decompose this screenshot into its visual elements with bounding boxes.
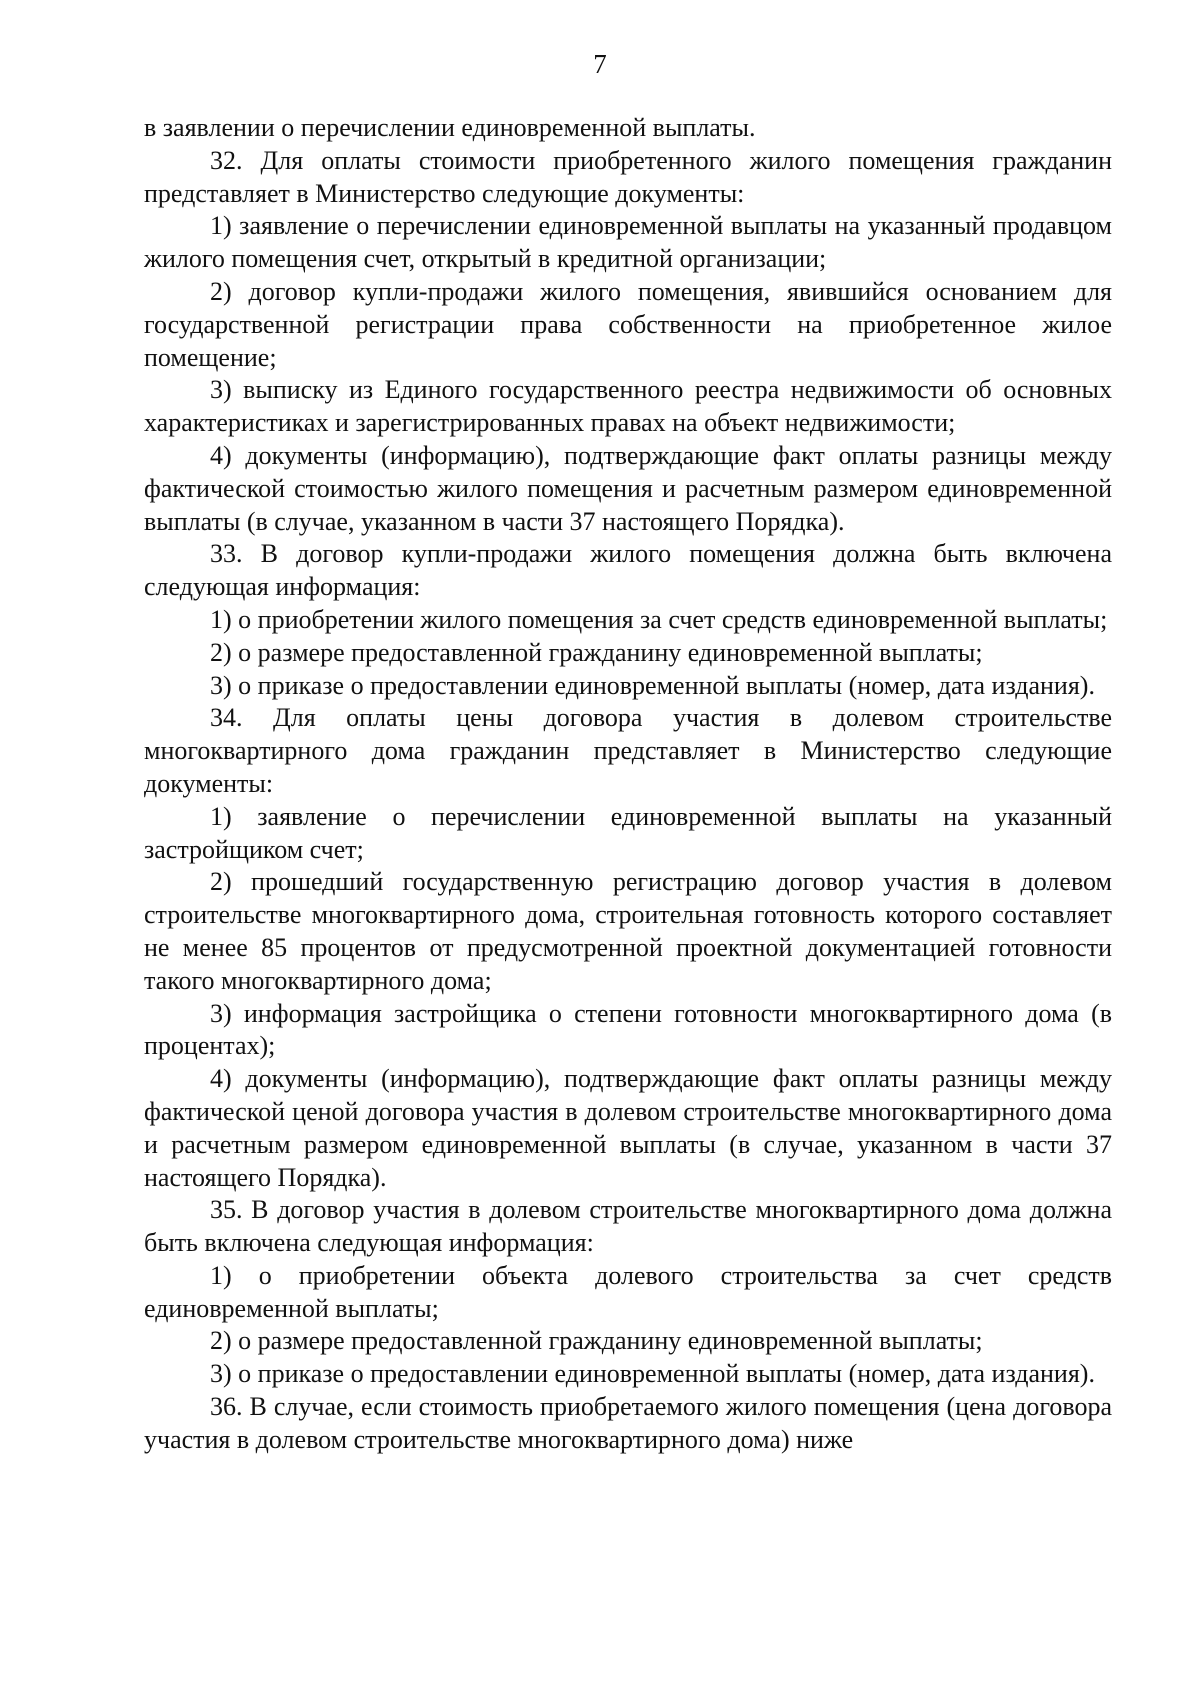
paragraph-35-item-1: 1) о приобретении объекта долевого строительства за счет средств единовременной выплаты;: [144, 1260, 1112, 1323]
paragraph-35: 35. В договор участия в долевом строительстве многоквартирного дома должна быть включена следующая информация:: [144, 1195, 1112, 1258]
paragraph-32-item-1: 1) заявление о перечислении единовременной выплаты на указанный продавцом жилого помещения счет, открытый в кредитной организации;: [144, 211, 1112, 274]
document-body: [144, 112, 1112, 1457]
paragraph-33: 33. В договор купли-продажи жилого помещения должна быть включена следующая информация:: [144, 539, 1112, 602]
paragraph-32: 32. Для оплаты стоимости приобретенного жилого помещения гражданин представляет в Министерство следующие документы:: [144, 145, 1112, 208]
paragraph-34-item-3: 3) информация застройщика о степени готовности многоквартирного дома (в процентах);: [144, 998, 1112, 1061]
paragraph-33-item-1: 1) о приобретении жилого помещения за счет средств единовременной выплаты;: [210, 604, 1108, 634]
paragraph-36: 36. В случае, если стоимость приобретаемого жилого помещения (цена договора участия в долевом строительстве многоквартирного дома) ниже: [144, 1392, 1112, 1454]
paragraph-32-item-4: 4) документы (информацию), подтверждающие факт оплаты разницы между фактической стоимостью жилого помещения и расчетным размером единовременной выплаты (в случае, указанном в части 37 настоящего Порядка).: [144, 440, 1112, 536]
paragraph-continuation: в заявлении о перечислении единовременной выплаты.: [144, 113, 756, 142]
paragraph-34-item-1: 1) заявление о перечислении единовременной выплаты на указанный застройщиком счет;: [144, 801, 1112, 864]
paragraph-32-item-3: 3) выписку из Единого государственного реестра недвижимости об основных характеристиках и зарегистрированных правах на объект недвижимости;: [144, 375, 1112, 438]
paragraph-35-item-2: 2) о размере предоставленной гражданину единовременной выплаты;: [210, 1326, 983, 1356]
paragraph-34: 34. Для оплаты цены договора участия в долевом строительстве многоквартирного дома гражданин представляет в Министерство следующие документы:: [144, 703, 1112, 798]
paragraph-34-item-2: 2) прошедший государственную регистрацию договор участия в долевом строительстве многоквартирного дома, строительная готовность которого составляет не менее 85 процентов от предусмотренной проектной документацией готовности такого многоквартирного дома;: [144, 867, 1112, 995]
paragraph-33-item-2: 2) о размере предоставленной гражданину единовременной выплаты;: [210, 637, 983, 667]
paragraph-35-item-3: 3) о приказе о предоставлении единовременной выплаты (номер, дата издания).: [210, 1359, 1095, 1389]
paragraph-34-item-4: 4) документы (информацию), подтверждающие факт оплаты разницы между фактической ценой договора участия в долевом строительстве многоквартирного дома и расчетным размером единовременной выплаты (в случае, указанном в части 37 настоящего Порядка).: [144, 1064, 1112, 1192]
paragraph-33-item-3: 3) о приказе о предоставлении единовременной выплаты (номер, дата издания).: [210, 670, 1095, 700]
page-number: 7: [593, 49, 607, 79]
paragraph-32-item-2: 2) договор купли-продажи жилого помещения, явившийся основанием для государственной регистрации права собственности на приобретенное жилое помещение;: [144, 276, 1112, 372]
